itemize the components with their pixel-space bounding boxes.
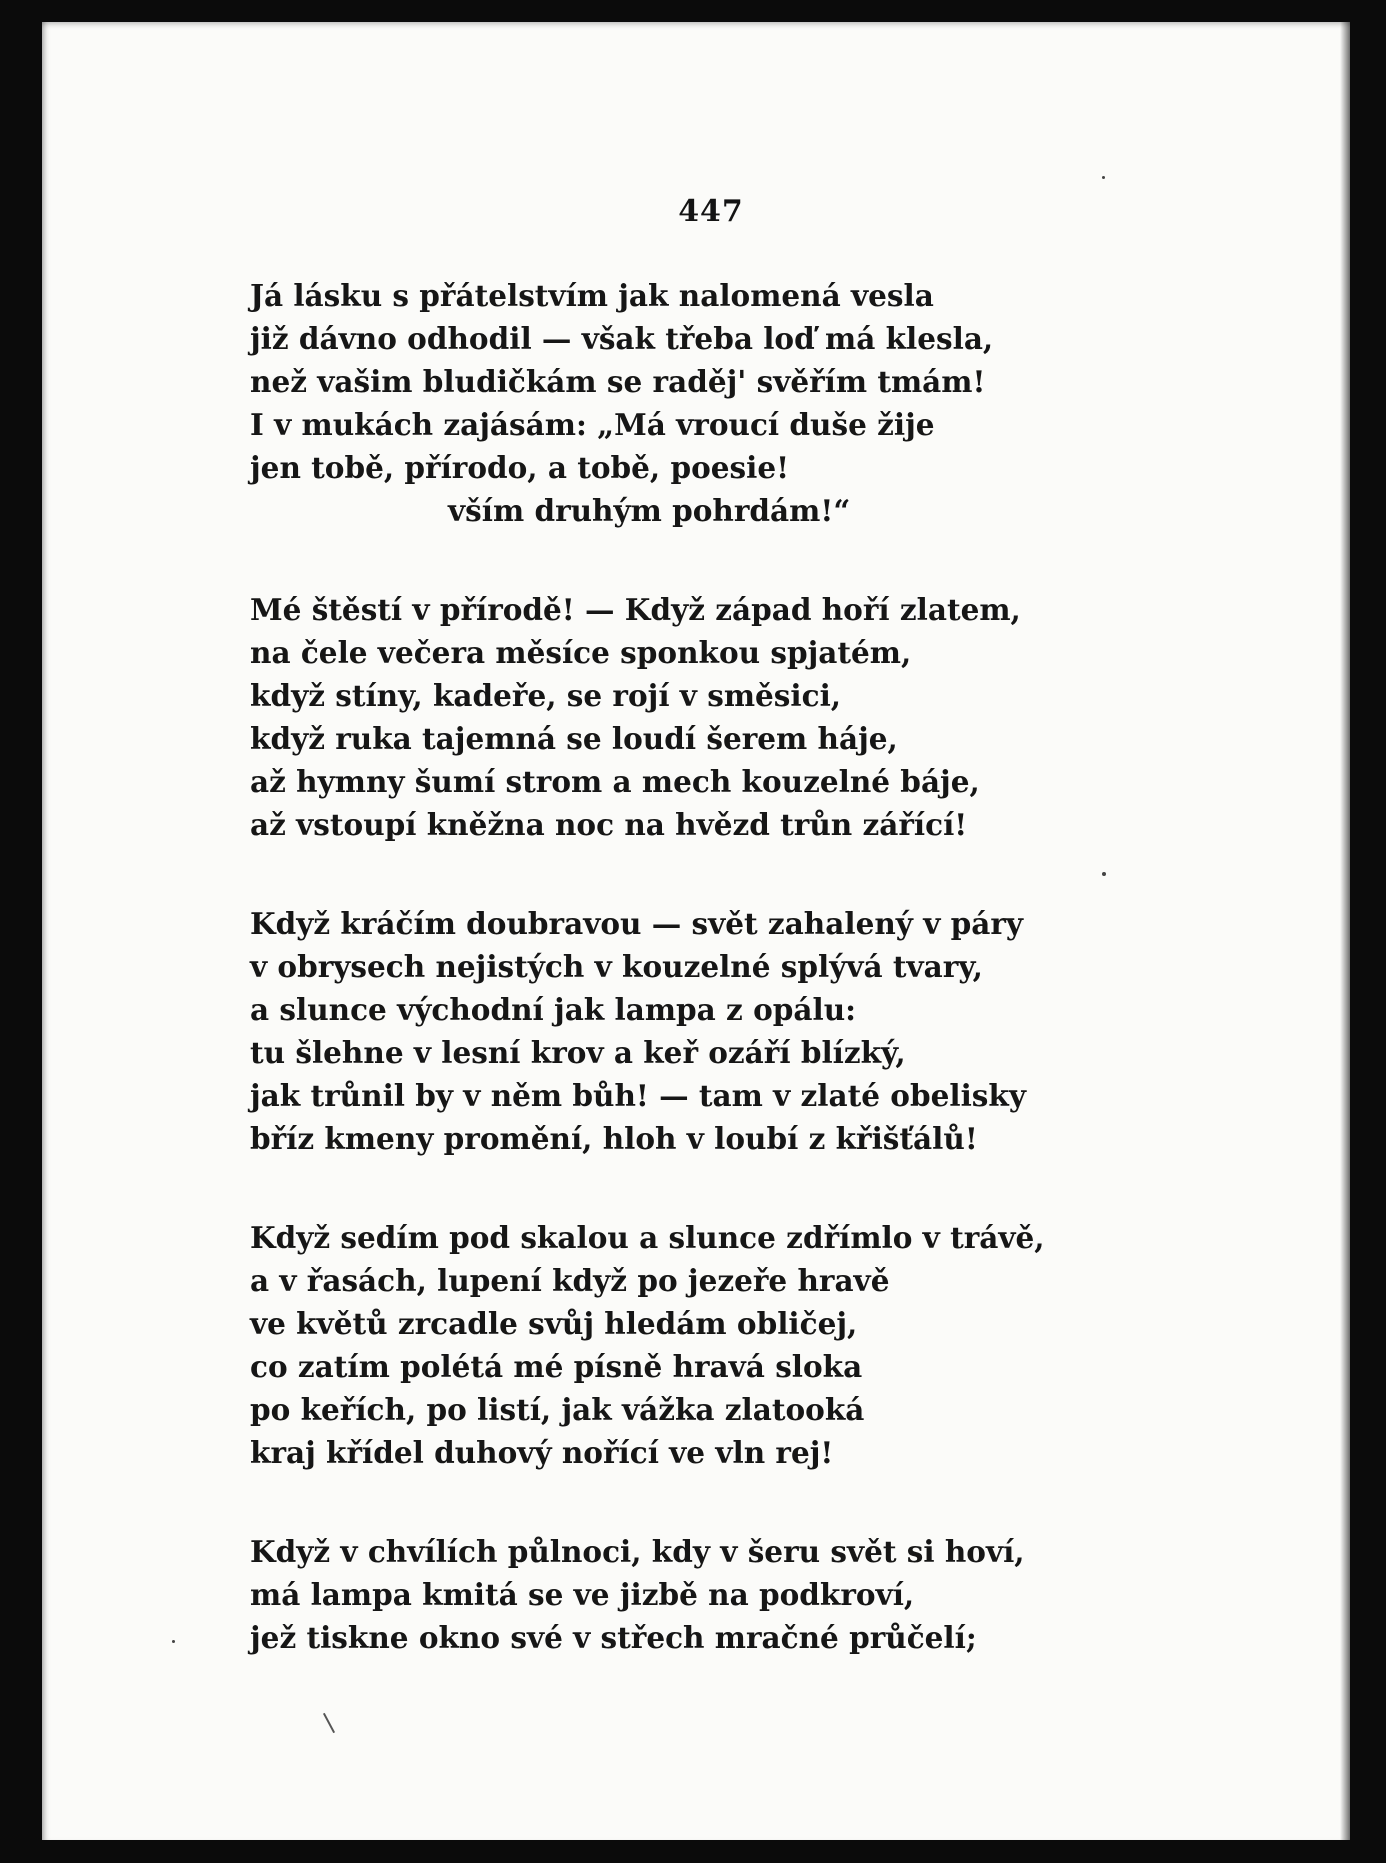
poem-line: v obrysech nejistých v kouzelné splývá tvary, — [250, 949, 983, 984]
poem-line: I v mukách zajásám: „Má vroucí duše žije — [250, 407, 935, 442]
poem-line: když stíny, kadeře, se rojí v směsici, — [250, 678, 842, 713]
poem-line: když ruka tajemná se loudí šerem háje, — [250, 721, 898, 756]
poem-line: má lampa kmitá se ve jizbě na podkroví, — [250, 1577, 915, 1612]
scan-speck — [172, 1640, 175, 1643]
scan-mark — [323, 1713, 335, 1733]
stanza — [250, 588, 1130, 846]
poem-line: co zatím polétá mé písně hravá sloka — [250, 1349, 863, 1384]
poem-line: vším druhým pohrdám!“ — [448, 493, 851, 528]
poem-line: již dávno odhodil — však třeba loď má klesla, — [250, 321, 994, 356]
poem-line: a v řasách, lupení když po jezeře hravě — [250, 1263, 890, 1298]
poem-line: než vašim bludičkám se raděj' svěřím tmám! — [250, 364, 986, 399]
poem-line: na čele večera měsíce sponkou spjatém, — [250, 635, 912, 670]
stanza — [250, 274, 1130, 532]
page-edge-shadow — [1340, 22, 1350, 1840]
poem-line: a slunce východní jak lampa z opálu: — [250, 992, 857, 1027]
poem-line: Když kráčím doubravou — svět zahalený v páry — [250, 906, 1024, 941]
stanza — [250, 902, 1130, 1160]
poem-line: jak trůnil by v něm bůh! — tam v zlaté obelisky — [250, 1078, 1026, 1113]
poem-line: bříz kmeny promění, hloh v loubí z křišťálů! — [250, 1121, 978, 1156]
poem-text — [250, 274, 1130, 1715]
page-sheet — [42, 22, 1350, 1840]
poem-line: jež tiskne okno své v střech mračné průčelí; — [250, 1620, 977, 1655]
poem-line: kraj křídel duhový nořící ve vln rej! — [250, 1435, 834, 1470]
stanza — [250, 1216, 1130, 1474]
poem-line: Když sedím pod skalou a slunce zdřímlo v trávě, — [250, 1220, 1045, 1255]
scan-speck — [1102, 176, 1105, 179]
page-number: 447 — [678, 194, 744, 229]
poem-line: až hymny šumí strom a mech kouzelné báje, — [250, 764, 980, 799]
poem-line: jen tobě, přírodo, a tobě, poesie! — [250, 450, 790, 485]
poem-line: až vstoupí kněžna noc na hvězd trůn zářící! — [250, 807, 968, 842]
poem-line: ve květů zrcadle svůj hledám obličej, — [250, 1306, 858, 1341]
poem-line: po keřích, po listí, jak vážka zlatooká — [250, 1392, 865, 1427]
poem-line: Já lásku s přátelstvím jak nalomená vesla — [250, 278, 934, 313]
stanza — [250, 1530, 1130, 1659]
poem-line: tu šlehne v lesní krov a keř ozáří blízký, — [250, 1035, 906, 1070]
scan-speck — [1102, 872, 1106, 876]
poem-line: Když v chvílích půlnoci, kdy v šeru svět si hoví, — [250, 1534, 1025, 1569]
poem-line: Mé štěstí v přírodě! — Když západ hoří zlatem, — [250, 592, 1021, 627]
